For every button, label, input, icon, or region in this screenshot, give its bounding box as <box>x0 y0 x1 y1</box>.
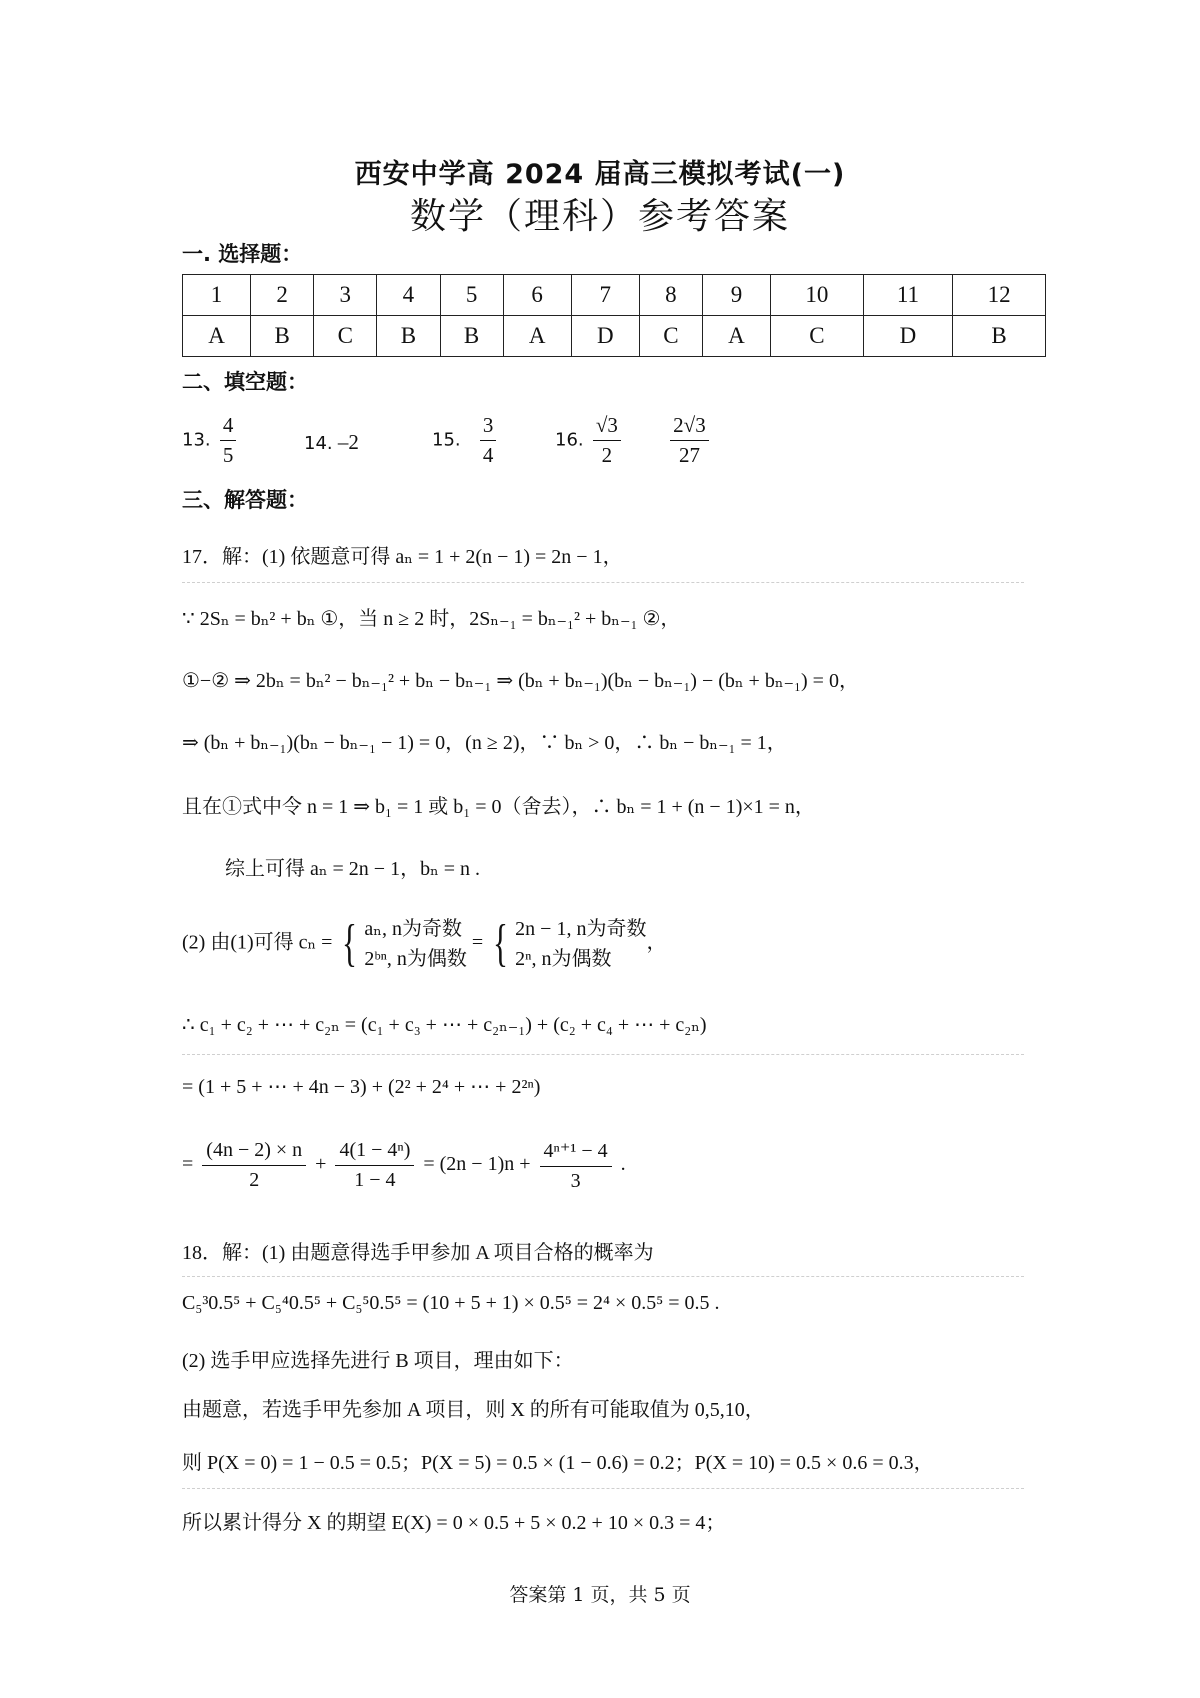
punctuation: . <box>620 1153 626 1176</box>
question-label: 16. <box>555 429 584 451</box>
table-cell: 5 <box>440 275 503 316</box>
solution-18-line-2: C₅³0.5⁵ + C₅⁴0.5⁵ + C₅⁵0.5⁵ = (10 + 5 + 1) × 0.5⁵ = 2⁴ × 0.5⁵ = 0.5 . <box>182 1292 720 1314</box>
fill-answer-15 <box>432 413 500 468</box>
divider <box>182 582 1024 583</box>
question-label: 14. <box>304 433 333 454</box>
solution-18-line-1: 18．解：(1) 由题意得选手甲参加 A 项目合格的概率为 <box>182 1242 654 1264</box>
table-cell: 10 <box>771 275 864 316</box>
table-cell: B <box>440 316 503 357</box>
piecewise-cases <box>515 914 646 974</box>
denominator: 4 <box>482 443 494 467</box>
table-cell: 6 <box>503 275 571 316</box>
denominator: 2 <box>601 443 613 467</box>
section-heading-solve: 三、解答题： <box>182 488 308 512</box>
answer-value: –2 <box>337 430 359 454</box>
table-cell: A <box>503 316 571 357</box>
fill-answer-16 <box>555 413 713 468</box>
page-footer: 答案第 1 页，共 5 页 <box>509 1584 691 1606</box>
fill-answer-13 <box>182 413 240 468</box>
table-cell: 8 <box>639 275 702 316</box>
denominator: 1 − 4 <box>354 1169 396 1191</box>
table-cell: A <box>183 316 251 357</box>
fraction <box>335 1139 414 1192</box>
choice-answer-table <box>182 274 1046 357</box>
divider <box>182 1054 1024 1055</box>
numerator: 2√3 <box>670 413 709 441</box>
table-cell: 1 <box>183 275 251 316</box>
table-cell: C <box>639 316 702 357</box>
equation-middle: = (2n − 1)n + <box>423 1153 531 1176</box>
case-line: aₙ, n为奇数 <box>364 918 462 940</box>
solution-18-line-4: 由题意，若选手甲先参加 A 项目，则 X 的所有可能取值为 0,5,10， <box>182 1399 765 1421</box>
equals-sign: = <box>182 1153 194 1176</box>
fraction <box>480 413 497 468</box>
piecewise-prefix: (2) 由(1)可得 cₙ = <box>182 931 338 954</box>
table-cell: B <box>377 316 440 357</box>
question-number-row <box>183 275 1046 316</box>
numerator: 4(1 − 4ⁿ) <box>335 1139 414 1166</box>
case-line: 2n − 1, n为奇数 <box>515 918 647 940</box>
divider <box>182 1488 1024 1489</box>
numerator: √3 <box>593 413 621 441</box>
table-cell: 12 <box>953 275 1046 316</box>
solution-17-line-4: ⇒ (bₙ + bₙ₋₁)(bₙ − bₙ₋₁ − 1) = 0，(n ≥ 2)，∵ bₙ > 0，∴ bₙ − bₙ₋₁ = 1， <box>182 732 787 754</box>
table-cell: D <box>863 316 952 357</box>
numerator: 4 <box>220 413 237 441</box>
solution-18-line-3: (2) 选手甲应选择先进行 B 项目，理由如下： <box>182 1350 574 1372</box>
solution-17-line-8: ∴ c₁ + c₂ + ⋯ + c₂ₙ = (c₁ + c₃ + ⋯ + c₂ₙ₋₁) + (c₂ + c₄ + ⋯ + c₂ₙ) <box>182 1014 707 1036</box>
piecewise-cases <box>364 914 467 974</box>
table-cell: A <box>702 316 770 357</box>
left-brace: { <box>493 915 509 972</box>
solution-17-line-5: 且在①式中令 n = 1 ⇒ b₁ = 1 或 b₁ = 0（舍去），∴ bₙ = 1 + (n − 1)×1 = n， <box>182 796 815 818</box>
solution-17-line-6: 综上可得 aₙ = 2n − 1，bₙ = n . <box>225 858 481 880</box>
table-cell: B <box>251 316 314 357</box>
table-cell: 11 <box>863 275 952 316</box>
solution-17-line-2: ∵ 2Sₙ = bₙ² + bₙ ①，当 n ≥ 2 时，2Sₙ₋₁ = bₙ₋₁² + bₙ₋₁ ②， <box>182 608 681 630</box>
fraction <box>670 413 709 468</box>
table-cell: 7 <box>571 275 639 316</box>
solution-18-line-5: 则 P(X = 0) = 1 − 0.5 = 0.5；P(X = 5) = 0.5 × (1 − 0.6) = 0.2；P(X = 10) = 0.5 × 0.6 = 0.3， <box>182 1452 934 1474</box>
case-line: 2ᵇⁿ, n为偶数 <box>364 948 467 970</box>
solution-17-line-1: 17．解：(1) 依题意可得 aₙ = 1 + 2(n − 1) = 2n − 1， <box>182 546 623 568</box>
plus-sign: + <box>315 1153 327 1176</box>
solution-18-line-6: 所以累计得分 X 的期望 E(X) = 0 × 0.5 + 5 × 0.2 + 10 × 0.3 = 4； <box>182 1512 726 1534</box>
table-cell: 9 <box>702 275 770 316</box>
section-heading-choice: 一. 选择题： <box>182 242 303 266</box>
numerator: (4n − 2) × n <box>202 1139 306 1166</box>
table-cell: 2 <box>251 275 314 316</box>
fraction <box>202 1139 306 1192</box>
table-cell: 4 <box>377 275 440 316</box>
exam-title: 西安中学高 2024 届高三模拟考试(一) <box>354 159 846 190</box>
fill-answer-14 <box>304 430 359 455</box>
punctuation: ， <box>646 931 667 954</box>
fraction <box>540 1138 612 1193</box>
solution-17-line-9: = (1 + 5 + ⋯ + 4n − 3) + (2² + 2⁴ + ⋯ + 2²ⁿ) <box>182 1076 541 1098</box>
table-cell: B <box>953 316 1046 357</box>
question-label: 13. <box>182 429 211 451</box>
fraction <box>593 413 621 468</box>
numerator: 3 <box>480 413 497 441</box>
fraction <box>220 413 237 468</box>
table-cell: C <box>314 316 377 357</box>
table-cell: D <box>571 316 639 357</box>
solution-17-line-7 <box>182 914 666 974</box>
question-label: 15. <box>432 429 461 451</box>
numerator: 4ⁿ⁺¹ − 4 <box>540 1138 612 1167</box>
denominator: 2 <box>249 1169 260 1191</box>
section-heading-fill: 二、填空题： <box>182 370 308 394</box>
solution-17-line-10 <box>182 1138 626 1193</box>
table-cell: C <box>771 316 864 357</box>
denominator: 3 <box>570 1170 581 1192</box>
denominator: 5 <box>222 443 234 467</box>
divider <box>182 1276 1024 1277</box>
answer-row <box>183 316 1046 357</box>
subject-title: 数学（理科）参考答案 <box>409 196 790 237</box>
denominator: 27 <box>678 443 700 467</box>
solution-17-line-3: ①−② ⇒ 2bₙ = bₙ² − bₙ₋₁² + bₙ − bₙ₋₁ ⇒ (bₙ + bₙ₋₁)(bₙ − bₙ₋₁) − (bₙ + bₙ₋₁) = 0， <box>182 670 859 692</box>
table-cell: 3 <box>314 275 377 316</box>
equals-sign: = <box>466 931 489 954</box>
left-brace: { <box>342 915 358 972</box>
case-line: 2ⁿ, n为偶数 <box>515 948 612 970</box>
